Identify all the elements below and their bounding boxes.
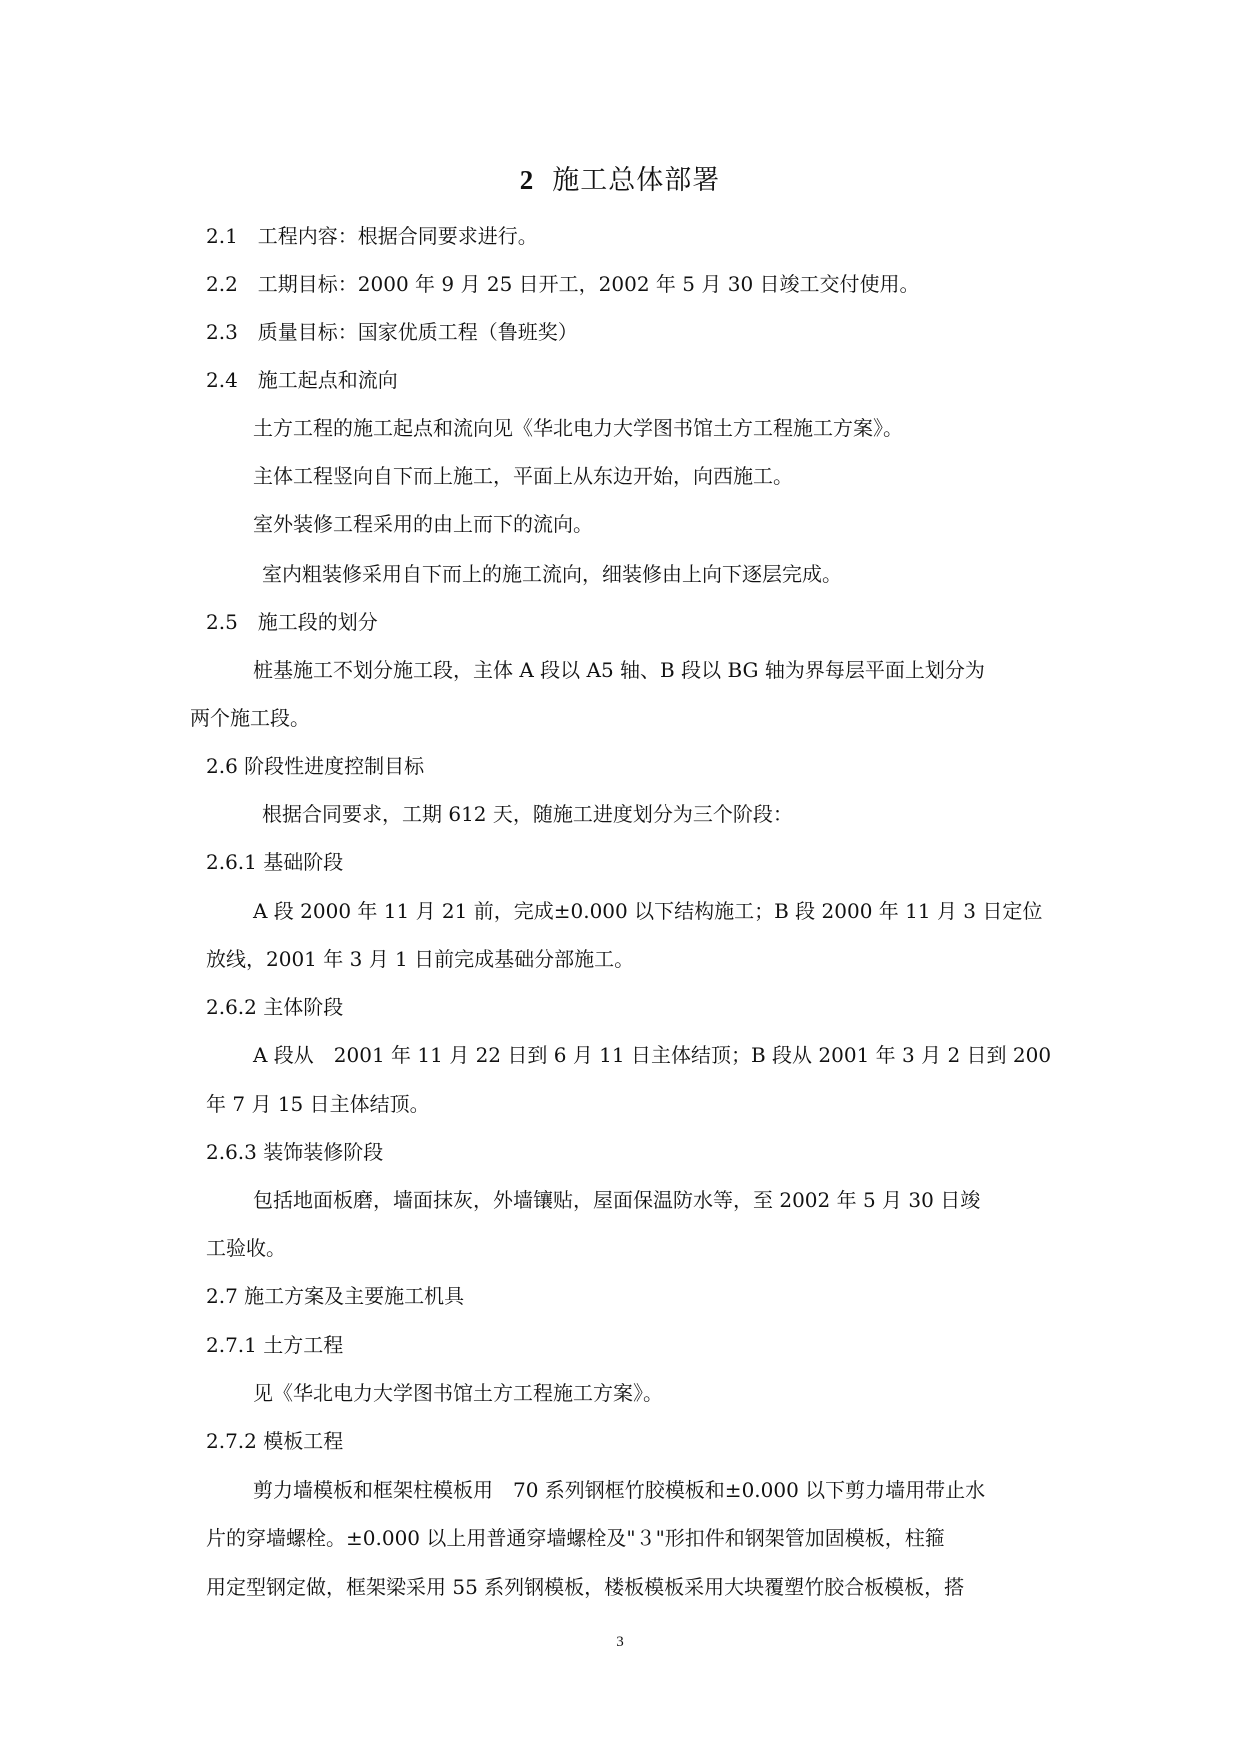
heading-2-7-2: 2.7.2 模板工程 — [206, 1429, 344, 1453]
paragraph-main-structure-flow: 主体工程竖向自下而上施工，平面上从东边开始，向西施工。 — [253, 464, 793, 488]
heading-2-6: 2.6 阶段性进度控制目标 — [206, 754, 425, 778]
paragraph-2-1: 2.1 工程内容：根据合同要求进行。 — [206, 224, 538, 248]
heading-2-7: 2.7 施工方案及主要施工机具 — [206, 1284, 465, 1308]
paragraph-foundation-stage-cont: 放线，2001 年 3 月 1 日前完成基础分部施工。 — [206, 947, 635, 971]
paragraph-formwork: 剪力墙模板和框架柱模板用 70 系列钢框竹胶模板和±0.000 以下剪力墙用带止水 — [253, 1478, 986, 1502]
heading-2-6-3: 2.6.3 装饰装修阶段 — [206, 1140, 384, 1164]
paragraph-main-stage-cont: 年 7 月 15 日主体结顶。 — [206, 1092, 430, 1116]
paragraph-schedule-stages: 根据合同要求，工期 612 天，随施工进度划分为三个阶段： — [262, 802, 793, 826]
page-number: 3 — [616, 1634, 624, 1650]
paragraph-segment-division-cont: 两个施工段。 — [190, 706, 310, 730]
paragraph-main-stage: A 段从 2001 年 11 月 22 日到 6 月 11 日主体结顶；B 段从 2001 年 3 月 2 日到 200 — [253, 1043, 1052, 1067]
paragraph-formwork-cont-2: 用定型钢定做，框架梁采用 55 系列钢模板，楼板模板采用大块覆塑竹胶合板模板，搭 — [206, 1575, 965, 1599]
paragraph-earthwork-reference: 见《华北电力大学图书馆土方工程施工方案》。 — [253, 1381, 663, 1405]
heading-2-7-1: 2.7.1 土方工程 — [206, 1333, 344, 1357]
paragraph-2-3: 2.3 质量目标：国家优质工程（鲁班奖） — [206, 320, 578, 344]
paragraph-decoration-stage-cont: 工验收。 — [206, 1236, 286, 1260]
paragraph-decoration-stage: 包括地面板磨，墙面抹灰，外墙镶贴，屋面保温防水等，至 2002 年 5 月 30 日竣 — [253, 1188, 981, 1212]
paragraph-segment-division: 桩基施工不划分施工段，主体 A 段以 A5 轴、B 段以 BG 轴为界每层平面上划分为 — [253, 658, 985, 682]
section-number: 2 — [519, 165, 535, 195]
paragraph-earthwork-flow: 土方工程的施工起点和流向见《华北电力大学图书馆土方工程施工方案》。 — [253, 416, 903, 440]
paragraph-formwork-cont-1: 片的穿墙螺栓。±0.000 以上用普通穿墙螺栓及"３"形扣件和钢架管加固模板，柱箍 — [206, 1526, 945, 1550]
paragraph-2-2: 2.2 工期目标：2000 年 9 月 25 日开工，2002 年 5 月 30 日竣工交付使用。 — [206, 272, 920, 296]
heading-2-4: 2.4 施工起点和流向 — [206, 368, 398, 392]
paragraph-interior-finish-flow: 室内粗装修采用自下而上的施工流向，细装修由上向下逐层完成。 — [262, 562, 842, 586]
heading-2-5: 2.5 施工段的划分 — [206, 610, 378, 634]
section-title-text: 施工总体部署 — [552, 165, 721, 196]
paragraph-exterior-finish-flow: 室外装修工程采用的由上而下的流向。 — [253, 512, 593, 536]
heading-2-6-1: 2.6.1 基础阶段 — [206, 850, 344, 874]
paragraph-foundation-stage: A 段 2000 年 11 月 21 前，完成±0.000 以下结构施工；B 段 2000 年 11 月 3 日定位 — [253, 899, 1043, 923]
heading-2-6-2: 2.6.2 主体阶段 — [206, 995, 344, 1019]
section-title — [0, 158, 1240, 197]
